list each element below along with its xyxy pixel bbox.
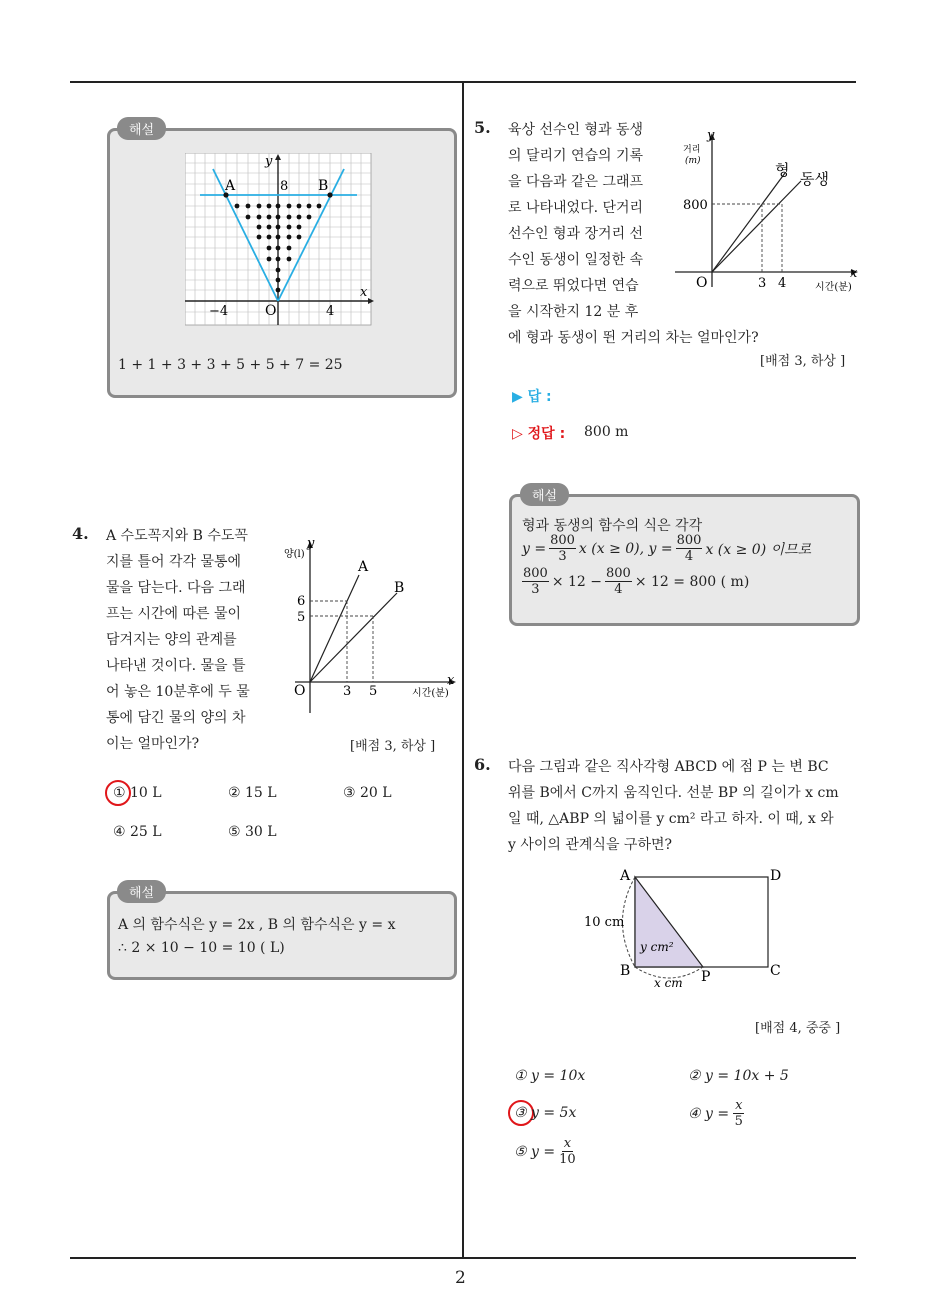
tick-4-label: 4 [778,276,787,291]
solution-tag: 해설 [117,880,166,903]
text-line: y 사이의 관계식을 구하면? [508,837,673,853]
choice-text: ④ y = [688,1105,730,1122]
tick-6-label: 6 [297,594,306,609]
text-line: 담겨지는 양의 관계를 [106,632,237,648]
tick-3-label: 3 [758,276,767,291]
origin-label: O [265,303,277,319]
y-axis-title: 양(l) [284,549,305,560]
fraction [733,1098,744,1129]
point-p-label: P [701,969,711,985]
solution-line-1: A 의 함수식은 y = 2x , B 의 함수식은 y = x [118,917,396,933]
y-axis-label: y [307,536,315,551]
choice-2[interactable]: ② y = 10x + 5 [688,1068,789,1084]
y-axis-label: y [265,154,273,169]
water-graph [275,535,460,715]
tick-8-label: 8 [280,179,289,194]
fraction-numerator: 800 [676,533,702,548]
choice-4[interactable] [688,1098,744,1129]
question-4-meta: [배점 3, 하상 ] [350,739,436,754]
fraction-denominator: 10 [559,1152,576,1167]
origin-label: O [294,683,306,699]
vertex-d-label: D [770,868,782,884]
solution-tag: 해설 [117,117,166,140]
choice-3[interactable]: ③ y = 5x [514,1105,577,1121]
question-6-meta: [배점 4, 중중 ] [755,1021,841,1036]
text-line: 다음 그림과 같은 직사각형 ABCD 에 점 P 는 변 BC [508,759,829,775]
solution-box-4 [107,891,457,980]
choice-1[interactable]: ① 10 L [113,785,162,801]
choice-5[interactable] [514,1136,576,1167]
fraction [549,533,576,564]
text-line: 의 달리기 연습의 기록 [508,148,644,164]
fraction [676,533,703,564]
x-axis-title: 시간(분) [815,282,852,293]
text-line: 프는 시간에 따른 물이 [106,606,242,622]
vertex-b-label: B [620,963,631,979]
text-line: 물을 담는다. 다음 그래 [106,580,246,596]
page-number: 2 [455,1268,466,1288]
point-a-label: A [225,178,236,194]
math-text: × 12 − [551,573,603,590]
fraction-numerator: 800 [523,566,548,581]
text-line: 력으로 뛰었다면 연습 [508,278,639,294]
fraction-denominator: 5 [734,1114,743,1129]
tick-800-label: 800 [683,198,708,213]
text-line: 일 때, △ABP 의 넓이를 y cm² 라고 하자. 이 때, x 와 [508,811,834,827]
fraction-numerator: x [735,1098,743,1113]
solution-line-2: ∴ 2 × 10 − 10 = 10 ( L) [118,940,285,956]
text-line: 육상 선수인 형과 동생 [508,122,644,138]
question-4-number: 4. [72,524,89,543]
point-b-label: B [318,178,329,194]
column-divider [462,83,464,1258]
text-line: 지를 틀어 각각 물통에 [106,554,242,570]
tick-neg4-label: −4 [209,304,229,319]
bottom-rule [70,1257,856,1259]
tick-4-label: 4 [326,304,335,319]
fraction [605,566,632,597]
fraction-denominator: 3 [558,549,567,564]
answer-prompt: ▶ 답 : [512,389,552,405]
running-graph [670,127,860,297]
y-axis-title: 거리 [683,145,701,155]
solution-tag: 해설 [520,483,569,506]
fraction [522,566,549,597]
x-axis-title: 시간(분) [412,688,449,699]
math-text: x (x ≥ 0) 이므로 [705,541,812,558]
vertex-a-label: A [620,868,631,884]
solution-line-3 [522,566,749,597]
correct-answer-value: 800 m [584,424,629,440]
fraction-denominator: 4 [684,549,694,564]
text-line: 나타낸 것이다. 물을 틀 [106,658,246,674]
text-line: 을 다음과 같은 그래프 [508,174,644,190]
lattice-graph [185,153,375,328]
text-line: 이는 얼마인가? [106,736,200,752]
math-text: x (x ≥ 0), y = [578,540,673,557]
question-5-meta: [배점 3, 하상 ] [760,354,846,369]
choice-2[interactable]: ② 15 L [228,785,277,801]
x-axis-label: x [447,673,455,688]
correct-answer-label: ▷ 정답 : [512,426,566,442]
fraction-numerator: 800 [606,566,631,581]
text-line: 선수인 형과 장거리 선 [508,226,644,242]
solution-line-1: 형과 동생의 함수의 식은 각각 [522,518,703,534]
line-b-label: B [394,580,405,596]
text-line: A 수도꼭지와 B 수도꼭 [106,528,248,544]
text-line: 로 나타내었다. 단거리 [508,200,644,216]
text-line: 에 형과 동생이 뛴 거리의 차는 얼마인가? [508,330,759,346]
math-text: y = [522,540,547,557]
math-text: × 12 = 800 ( m) [634,573,750,590]
x-axis-label: x [850,266,858,281]
text-line: 통에 담긴 물의 양의 차 [106,710,246,726]
area-label: y cm² [640,940,674,954]
rectangle-figure [580,865,790,990]
choice-text: ⑤ y = [514,1143,556,1160]
question-5-number: 5. [474,118,491,137]
tick-3-label: 3 [343,684,352,699]
choice-3[interactable]: ③ 20 L [343,785,392,801]
text-line: 어 놓은 10분후에 두 물 [106,684,250,700]
fraction-numerator: 800 [550,533,575,548]
tick-5x-label: 5 [369,684,378,699]
choice-4[interactable]: ④ 25 L [113,824,162,840]
fraction-numerator: x [563,1136,572,1151]
y-axis-unit: (m) [685,156,701,166]
fraction-denominator: 3 [531,582,540,597]
fraction [559,1136,576,1167]
text-line: 을 시작한지 12 분 후 [508,304,639,320]
line-a-label: A [358,559,369,575]
text-line: 수인 동생이 일정한 속 [508,252,644,268]
tick-5-label: 5 [297,610,306,625]
line-hyung-label: 형 [775,161,790,179]
fraction-denominator: 4 [614,582,623,597]
question-6-number: 6. [474,755,491,774]
line-dongsaeng-label: 동생 [800,170,829,188]
origin-label: O [696,275,708,291]
side-length-label: 10 cm [584,915,625,930]
solution-equation: 1 + 1 + 3 + 3 + 5 + 5 + 7 = 25 [118,357,343,373]
x-axis-label: x [360,285,368,300]
choice-1[interactable]: ① y = 10x [514,1068,586,1084]
choice-5[interactable]: ⑤ 30 L [228,824,277,840]
vertex-c-label: C [770,963,781,979]
solution-line-2 [522,533,811,564]
text-line: 위를 B에서 C까지 움직인다. 선분 BP 의 길이가 x cm [508,785,839,801]
y-axis-label: y [707,128,715,143]
base-length-label: x cm [654,976,683,990]
